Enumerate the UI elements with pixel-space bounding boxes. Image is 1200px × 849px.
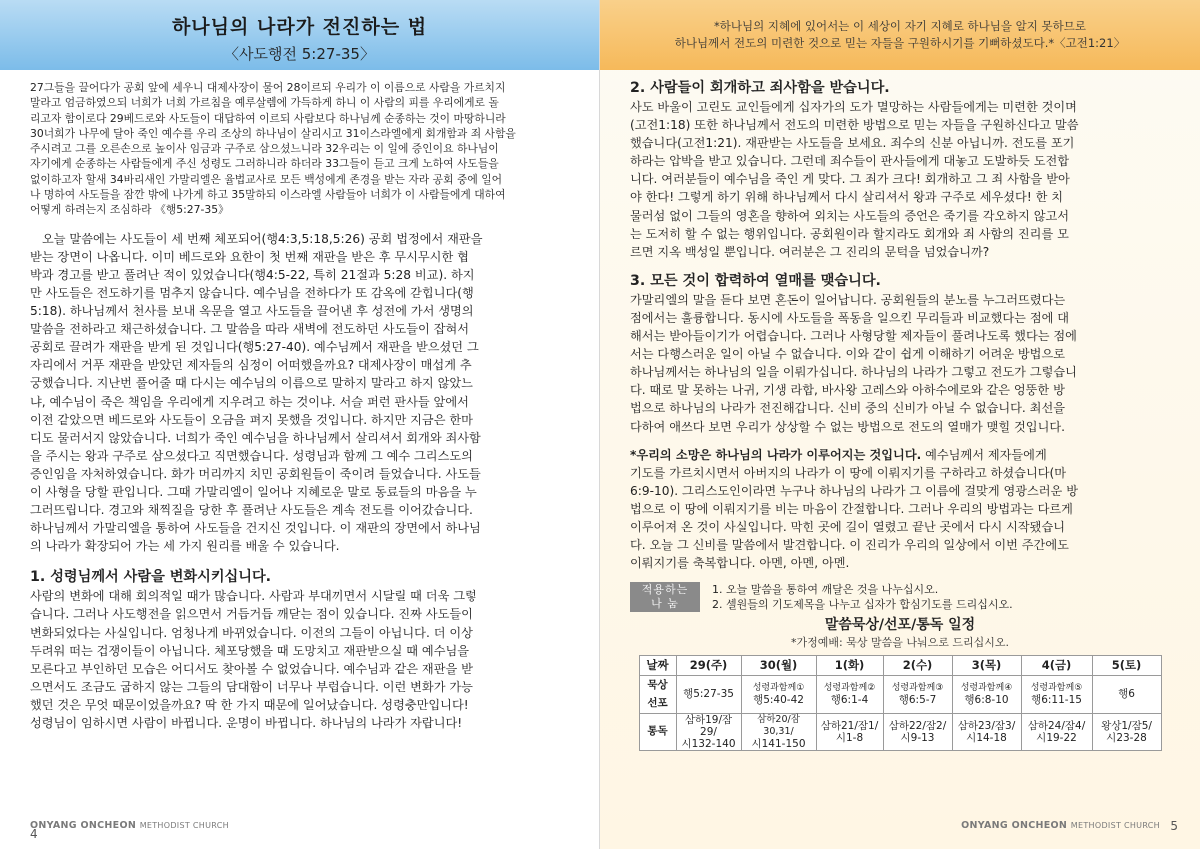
page-number: 5 (1170, 819, 1178, 833)
church-name: ONYANG ONCHEON (961, 820, 1068, 831)
section-2-line: 니다. 여러분들이 예수님을 죽인 게 맞다. 그 죄가 크다! 회개하고 그 죄 사함을 받아 (630, 172, 1070, 187)
church-footer (961, 820, 1160, 831)
application-badge (630, 582, 700, 612)
sermon-title: 하나님의 나라가 전진하는 법 (171, 16, 428, 38)
schedule-cell (1092, 675, 1161, 713)
section-1-line: 성령님이 임하시면 사람이 바뀝니다. 운명이 바뀝니다. 하나님의 나라가 자랍니다! (30, 716, 463, 731)
meditation-label (639, 675, 676, 713)
church-subtitle: METHODIST CHURCH (1070, 821, 1160, 830)
schedule-note: *가정예배: 묵상 말씀을 나눠으로 드리십시오. (791, 636, 1009, 650)
schedule-table (639, 655, 1162, 750)
cell-line: 삼하24/잠4/ (1027, 719, 1086, 732)
scripture-passage (30, 80, 569, 218)
church-name: ONYANG ONCHEON (30, 820, 137, 831)
intro-line: 이 사형을 당할 판입니다. 그때 가말리엘이 일어나 지혜로운 말로 동료들의 마음을 누 (30, 484, 477, 499)
verse-line: 하나님께서 전도의 미련한 것으로 믿는 자들을 구원하시기를 기뻐하셨도다.*〈고전1:21〉 (674, 36, 1126, 50)
cell-line: 시9-13 (900, 731, 935, 744)
schedule-cell (816, 675, 883, 713)
section-3-title: 3. 모든 것이 합력하여 열매를 맺습니다. (630, 272, 881, 289)
section-2-line: 는 도저히 할 수 없는 행위입니다. 공회원이라 할지라도 회개와 죄 사함의 진리를 모 (630, 226, 1069, 241)
cell-line: 행6:11-15 (1031, 694, 1082, 707)
section-3-line: 점에서는 훌륭합니다. 동시에 사도들을 폭동을 일으킨 무리들과 비교했다는 점에 대 (630, 310, 1070, 325)
closing-line: 이루어져 온 것이 사실입니다. 막힌 곳에 길이 열렸고 끝난 곳에서 다시 시작됐습니 (630, 519, 1066, 534)
scripture-line: 리고자 함이로다 29베드로와 사도들이 대답하여 이르되 사람보다 하나님께 순종하는 것이 마땅하니라 (30, 111, 506, 125)
intro-line: 5:18). 하나님께서 천사를 보내 옥문을 열고 사도들을 끌어낸 후 성전에 가서 생명의 (30, 304, 474, 319)
schedule-cell (952, 675, 1021, 713)
closing-section (630, 446, 1170, 573)
application-item: 1. 오늘 말씀을 통하여 깨달은 것을 나누십시오. (712, 583, 939, 597)
section-3 (630, 271, 1170, 436)
church-subtitle: METHODIST CHURCH (139, 821, 229, 830)
intro-line: 오늘 말씀에는 사도들이 세 번째 체포되어(행4:3,5:18,5:26) 공회 법정에서 재판을 (42, 231, 483, 246)
schedule-day: 4(금) (1021, 656, 1092, 675)
cell-line: 행6:5-7 (898, 694, 937, 707)
cell-line: 삼하22/잠2/ (888, 719, 947, 732)
schedule-cell (676, 675, 741, 713)
schedule-day: 2(수) (883, 656, 952, 675)
sermon-intro (30, 230, 569, 732)
section-3-line: 서는 다행스러운 일이 아닐 수 없습니다. 이와 같이 쉽게 이해하기 어려운 방법으로 (630, 347, 1066, 362)
meditation-label-a: 묵상 (647, 678, 668, 691)
section-1-line: 으면서도 조금도 굽하지 않는 그들의 담대함이 너무나 부럽습니다. 이런 변화가 가능 (30, 679, 473, 694)
section-1-line: 두려워 떠는 겁쟁이들이 아닙니다. 체포당했을 때 도망치고 재판받으실 때 예수님을 (30, 643, 470, 658)
badge-top: 적용하는 (641, 583, 689, 597)
cell-line: 성령과함께④ (960, 683, 1013, 694)
intro-line: 이전 같았으면 베드로와 사도들이 오금을 펴지 못했을 것입니다. 하지만 지금은 한마 (30, 412, 473, 427)
closing-line: 다. 오늘 그 신비를 말씀에서 발견합니다. 이 진리가 우리의 일상에서 이번 주간에도 (630, 538, 1069, 553)
section-2 (630, 78, 1170, 261)
intro-line: 만 사도들은 전도하기를 멈추지 않습니다. 예수님을 전하다가 또 감옥에 갇힙니다(행 (30, 285, 474, 300)
schedule-day: 30(월) (741, 656, 816, 675)
schedule-day: 5(토) (1092, 656, 1161, 675)
cell-line: 시14-18 (966, 731, 1007, 744)
scripture-line: 자기에게 순종하는 사람들에게 주신 성령도 그러하니라 하더라 33그들이 듣고 크게 노하여 사도들을 (30, 157, 499, 171)
schedule-cell (1021, 713, 1092, 750)
cell-line: 행6:1-4 (830, 694, 869, 707)
cell-line: 삼하23/잠3/ (957, 719, 1016, 732)
right-page (600, 0, 1200, 849)
intro-line: 하나님께서 가말리엘을 통하여 사도들을 건지신 것입니다. 이 재판의 장면에서 하나님 (30, 521, 481, 536)
section-1-title: 1. 성령님께서 사람을 변화시키십니다. (30, 569, 272, 586)
section-3-line: 하나님께서는 하나님의 일을 이뤄가십니다. 하나님의 나라가 그렇고 전도가 그렇습니 (630, 365, 1077, 380)
intro-line: 공회로 끌려가 재판을 받게 된 것입니다(행5:27-40). 예수님께서 재판을 받으셨던 그 (30, 340, 479, 355)
cell-line: 성령과함께⑤ (1030, 683, 1083, 694)
intro-line: 을 주시는 왕과 구주로 삼으셨다고 직면했습니다. 성령님과 함께 그 예수 그리스도의 (30, 448, 473, 463)
section-2-line: 르면 지옥 백성일 뿐입니다. 여러분은 그 진리의 문턱을 넘었습니까? (630, 244, 990, 259)
schedule-cell (741, 675, 816, 713)
verse-line: *하나님의 지혜에 있어서는 이 세상이 자기 지혜로 하나님을 알지 못하므로 (714, 19, 1086, 33)
cell-line: 성령과함께② (823, 683, 876, 694)
church-footer (30, 820, 229, 831)
closing-line: 이뤄지기를 축복합니다. 아멘, 아멘, 아멘. (630, 556, 850, 571)
schedule-day: 29(주) (676, 656, 741, 675)
intro-line: 박과 경고를 받고 풀려난 적이 있었습니다(행4:5-22, 특히 21절과 5:28 비교). 하지 (30, 267, 475, 282)
cell-line: 시19-22 (1036, 731, 1077, 744)
closing-first-line (630, 446, 1170, 464)
application-item: 2. 셀원들의 기도제목을 나누고 십자가 합심기도를 드리십시오. (712, 598, 1013, 612)
section-1-line: 했던 것은 무엇 때문이었을까요? 딱 한 가지 때문에 일어났습니다. 성령충만입니다! (30, 697, 469, 712)
page-number: 4 (30, 827, 38, 841)
section-3-line: 다하여 애쓰다 보면 우리가 상상할 수 없는 방법으로 전도의 열매가 맺힐 것입니다. (630, 419, 1066, 434)
reading-label: 통독 (639, 713, 676, 750)
section-3-line: 다. 때로 말 못하는 나귀, 기생 라합, 바사왕 고레스와 아하수에로와 같은 엉뚱한 방 (630, 383, 1065, 398)
cell-line: 성령과함께① (752, 683, 805, 694)
closing-line: 법으로 이 땅에 이뤄지기를 비는 마음이 간절합니다. 그러나 우리의 방법과는 다르게 (630, 501, 1073, 516)
section-3-line: 가말리엘의 말을 듣다 보면 혼돈이 일어납니다. 공회원들의 분노를 누그러뜨렸다는 (630, 292, 1066, 307)
scripture-line: 30너희가 나무에 달아 죽인 예수를 우리 조상의 하나님이 살리시고 31이스라엘에게 회개함과 죄 사함을 (30, 126, 516, 140)
scripture-line: 27그들을 끌어다가 공회 앞에 세우니 대제사장이 물어 28이르되 우리가 이 이름으로 사람을 가르치지 (30, 81, 506, 94)
section-2-line: 물러섬 없이 그들의 영혼을 향하여 외치는 사도들의 증언은 죽기를 각오하지 않고서 (630, 208, 1070, 223)
meditation-label-b: 선포 (647, 697, 668, 710)
section-2-line: 하라는 압박을 받고 있습니다. 그런데 죄수들이 판사들에게 대놓고 도발하듯 도전합 (630, 154, 1070, 169)
intro-line: 말씀을 전하라고 채근하셨습니다. 그 말씀을 따라 새벽에 전도하던 사도들이 잡혀서 (30, 322, 470, 337)
scripture-line: 주시려고 그를 오른손으로 높이사 임금과 구주로 삼으셨느니라 32우리는 이 일에 증인이요 하나님이 (30, 142, 499, 156)
schedule-cell (883, 675, 952, 713)
schedule-cell (816, 713, 883, 750)
verse-header (600, 0, 1200, 70)
schedule-meditation-row (639, 675, 1161, 713)
cell-line: 삼하19/잠29/ (684, 713, 733, 738)
section-2-line: 야 한다! 그렇게 하기 위해 하나님께서 다시 살리셔서 왕과 구주로 세우셨다! 한 치 (630, 190, 1063, 205)
scripture-line: 말라고 엄금하였으되 너희가 너희 가르침을 예루살렘에 가득하게 하니 이 사람의 피를 우리에게로 돌 (30, 96, 499, 110)
cell-line: 시132-140 (681, 737, 736, 750)
intro-line: 받는 장면이 나옵니다. 이미 베드로와 요한이 첫 번째 재판을 받은 후 무시무시한 협 (30, 249, 469, 264)
section-2-line: (고전1:18) 또한 하나님께서 전도의 미련한 방법으로 믿는 자들을 구원하신다고 말씀 (630, 118, 1079, 133)
cell-line: 행6 (1118, 688, 1135, 701)
schedule-title: 말씀묵상/선포/통독 일정 (824, 617, 976, 634)
sermon-reference: 〈사도행전 5:27-35〉 (224, 45, 375, 63)
cell-line: 행5:40-42 (753, 694, 804, 707)
cell-line: 행6:8-10 (964, 694, 1009, 707)
scripture-line: 나 명하여 사도들을 잠깐 밖에 나가게 하고 35말하되 이스라엘 사람들아 너희가 이 사람들에게 대하여 (30, 188, 506, 202)
intro-line: 디도 물러서지 않았습니다. 너희가 죽인 예수님을 하나님께서 살리셔서 회개와 죄사함 (30, 430, 481, 445)
schedule-cell (676, 713, 741, 750)
intro-line: 궁했습니다. 지난번 풀어줄 때 다시는 예수님의 이름으로 말하지 말라고 하지 않았느 (30, 376, 473, 391)
closing-line: 기도를 가르치시면서 아버지의 나라가 이 땅에 이뤄지기를 구하라고 하셨습니다(마 (630, 465, 1067, 480)
cell-line: 삼하21/잠1/ (820, 719, 879, 732)
cell-line: 시23-28 (1106, 731, 1147, 744)
badge-bottom: 나 눔 (651, 597, 679, 611)
section-1-line: 모른다고 부인하던 모습은 어디서도 찾아볼 수 없었습니다. 예수님과 같은 재판을 받 (30, 661, 473, 676)
intro-line: 증인임을 자처하였습니다. 화가 머리까지 치민 공회원들이 죽이려 들었습니다. 사도들 (30, 466, 481, 481)
intro-line: 그러뜨립니다. 경고와 채찍질을 당한 후 풀려난 사도들은 계속 전도를 이어갔습니다. (30, 503, 473, 518)
intro-line: 의 나라가 확장되어 가는 세 가지 원리를 배울 수 있습니다. (30, 539, 340, 554)
section-2-line: 했습니다(고전1:21). 재판받는 사도들을 보세요. 죄수의 신분 아닙니까. 전도를 포기 (630, 136, 1075, 151)
schedule-day: 1(화) (816, 656, 883, 675)
section-2-title: 2. 사람들이 회개하고 죄사함을 받습니다. (630, 80, 890, 96)
cell-line: 왕상1/잠5/ (1101, 719, 1152, 732)
schedule-date-label: 날짜 (639, 656, 676, 675)
section-1-line: 습니다. 그러나 사도행전을 읽으면서 거듭거듭 깨닫는 점이 있습니다. 진짜 사도들이 (30, 607, 473, 622)
application-list (712, 582, 1013, 612)
section-3-line: 해서는 받아들이기가 어렵습니다. 그러나 사형당할 제자들이 풀려나도록 했다는 점에 (630, 329, 1077, 344)
cell-line: 시1-8 (835, 731, 864, 744)
cell-line: 시141-150 (751, 737, 806, 750)
intro-line: 자리에서 거푸 재판을 받았던 제자들의 심정이 어떠했을까요? 대제사장이 매섭게 추 (30, 358, 472, 373)
section-1-line: 사람의 변화에 대해 회의적일 때가 많습니다. 사람과 부대끼면서 시달릴 때 더욱 그렇 (30, 589, 477, 604)
section-3-line: 법으로 하나님의 나라가 전진해갑니다. 신비 중의 신비가 아닐 수 없습니다. 최선을 (630, 401, 1066, 416)
sermon-continued (630, 78, 1170, 751)
intro-line: 냐, 예수님이 죽은 책임을 우리에게 지우려고 하는 것이냐. 서슬 퍼런 판사들 앞에서 (30, 394, 469, 409)
section-2-line: 사도 바울이 고린도 교인들에게 십자가의 도가 멸망하는 사람들에게는 미련한 것이며 (630, 100, 1077, 114)
closing-first-rest: 예수님께서 제자들에게 (921, 447, 1047, 462)
application-box (630, 582, 1170, 612)
closing-line: 6:9-10). 그리스도인이라면 누구나 하나님의 나라가 그 이름에 걸맞게 영광스러운 방 (630, 483, 1078, 498)
closing-bold: *우리의 소망은 하나님의 나라가 이루어지는 것입니다. (630, 447, 922, 462)
scripture-line: 없이하고자 할새 34바리새인 가말리엘은 율법교사로 모든 백성에게 존경을 받는 자라 공회 중에 일어 (30, 172, 503, 186)
schedule-cell (952, 713, 1021, 750)
schedule-header-row (639, 656, 1161, 675)
schedule-day: 3(목) (952, 656, 1021, 675)
cell-line: 행5:27-35 (683, 688, 734, 701)
schedule-cell (1021, 675, 1092, 713)
schedule-cell (883, 713, 952, 750)
cell-line: 삼하20/잠30,31/ (757, 713, 800, 737)
schedule-cell (741, 713, 816, 750)
schedule-cell (1092, 713, 1161, 750)
cell-line: 성령과함께③ (891, 683, 944, 694)
section-1-line: 변화되었다는 사실입니다. 엄청나게 바뀌었습니다. 이전의 그들이 아닙니다. 더 이상 (30, 625, 473, 640)
schedule-reading-row (639, 713, 1161, 750)
scripture-line: 어떻게 하려는지 조심하라 《행5:27-35》 (30, 203, 229, 217)
sermon-header (0, 0, 599, 70)
